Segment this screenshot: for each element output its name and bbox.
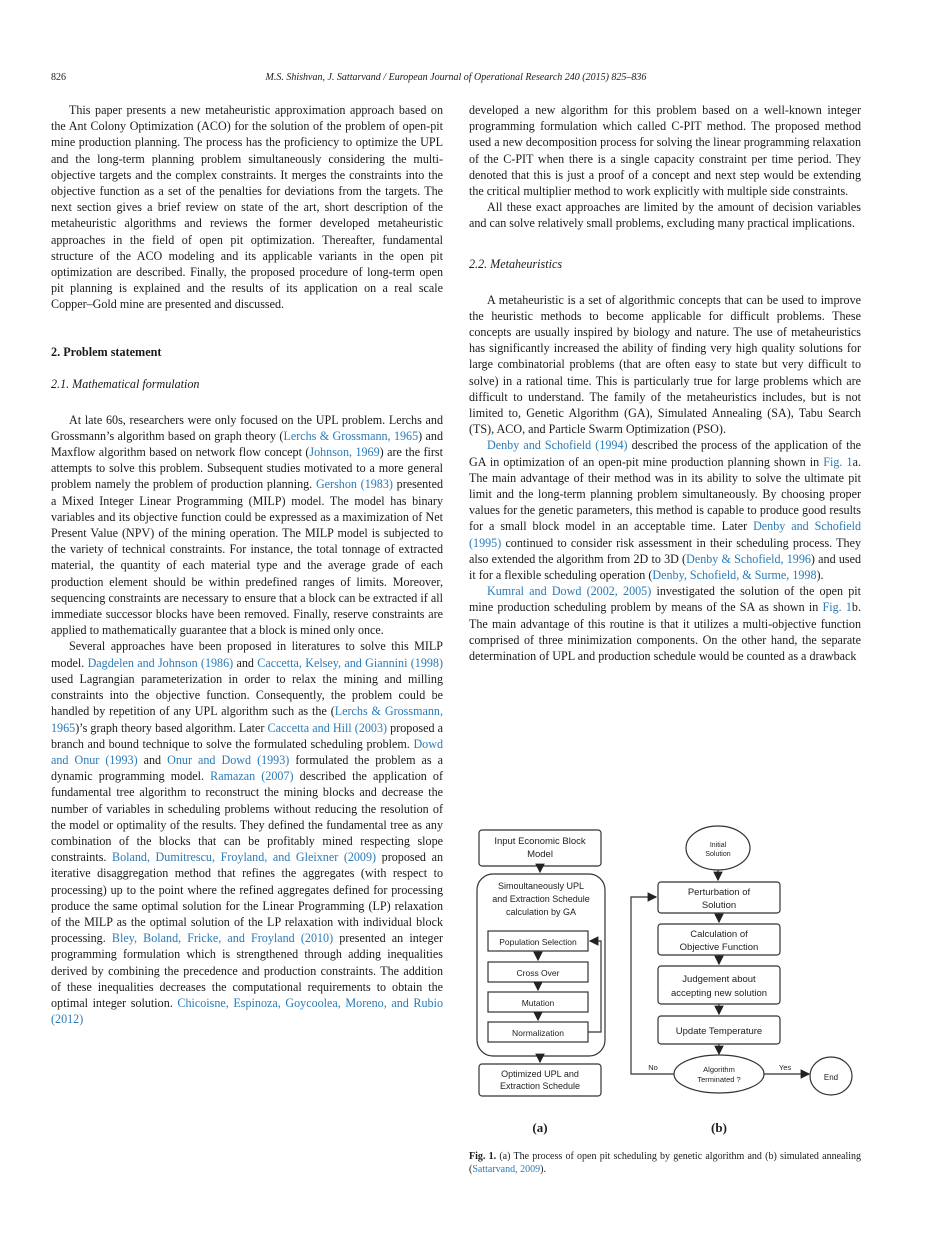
citation-link[interactable]: Lerchs & Grossmann, 1965 bbox=[283, 428, 419, 443]
citation-link[interactable]: Caccetta and Hill (2003) bbox=[267, 720, 388, 735]
citation-link[interactable]: Sattarvand, 2009 bbox=[472, 1164, 541, 1175]
intro-paragraph: This paper presents a new metaheuristic approximation approach based on the Ant Colony Optimization (ACO) for the solution of the problem of open-pit mine production planning. The process has the proficiency to optimize the UPL and the long-term planning problem simultaneously considering the multi-objective targets and the complex constraints. It merges the constraints into the objective function as a set of the penalties for deviations from the targets. The next section gives a brief review on state of the art, short description of the metaheuristic algorithms and reviews the former developed metaheuristic approaches in the field of open pit optimization. Thereafter, fundamental structure of the ACO modeling and its applicable variants in the open pit optimization are described. Finally, the proposed procedure of long-term open pit planning is explained and the results of its application on a real scale Copper–Gold mine are presented and discussed. bbox=[51, 103, 443, 312]
paragraph-cpit: developed a new algorithm for this problem based on a well-known integer programming formulation which called C-PIT method. The proposed method used a new decomposition process for solving the linear programming relaxation of the C-PIT when there is a single capacity constraint per time period. They denoted that this is just a proof of a concept and next step would be extending the critical multiplier method to work explicitly with multiple side constraints. bbox=[469, 103, 861, 199]
right-column bbox=[469, 102, 861, 664]
citation-link[interactable]: Gershon (1983) bbox=[315, 477, 393, 492]
citation-link[interactable]: Dowd and Onur (1993) bbox=[51, 736, 443, 767]
citation-link[interactable]: Kumral and Dowd (2002, 2005) bbox=[487, 584, 652, 599]
left-column bbox=[51, 102, 443, 1027]
page-number: 826 bbox=[51, 72, 66, 83]
paragraph-milp-approaches: Several approaches have been proposed in literatures to solve this MILP model. Dagdelen and Johnson (1986) and Caccetta, Kelsey, and Giannini (1998) used Lagrangian parameterization in order to relax the mining and milling constraints into the objective function. Consequently, the problem could be handled by repetition of any UPL algorithm such as the (Lerchs & Grossmann, 1965)’s graph theory based algorithm. Later Caccetta and Hill (2003) proposed a branch and bound technique to solve the formulated scheduling problem. Dowd and Onur (1993) and Onur and Dowd (1993) formulated the problem as a dynamic programming model. Ramazan (2007) described the application of fundamental tree algorithm to reconstruct the mining blocks and decrease the number of variables in scheduling problems without reducing the resolution of the model or optimality of the results. They defined the fundamental tree as any combination of the blocks that can be profitably mined respecting slope constraints. Boland, Dumitrescu, Froyland, and Gleixner (2009) proposed an iterative disaggregation method that refines the aggregates (with respect to processing) up to the point where the refined aggregates defined for processing produce the same optimal solution for the Linear Programming (LP) relaxation of the MILP as the optimal solution of the LP relaxation with individual block processing. Bley, Boland, Fricke, and Froyland (2010) presented an integer programming formulation which is strengthened through adding inequalities derived by combining the precedence and production constraints. The addition of these inequalities decreases the computational requirements to obtain the optimal integer solution. Chicoisne, Espinoza, Goycoolea, Moreno, and Rubio (2012) bbox=[51, 639, 444, 1027]
input-label-line1: Input Economic Block bbox=[494, 836, 586, 847]
terminated-label-line2: Terminated ? bbox=[697, 1075, 741, 1084]
panel-a-label: (a) bbox=[532, 1120, 548, 1135]
citation-link[interactable]: Ramazan (2007) bbox=[210, 769, 294, 784]
calc-label-line1: Calculation of bbox=[690, 929, 748, 940]
terminated-label-line1: Algorithm bbox=[703, 1065, 735, 1074]
normalization-label: Normalization bbox=[512, 1028, 564, 1038]
citation-link[interactable]: Boland, Dumitrescu, Froyland, and Gleixner (2009) bbox=[112, 850, 377, 865]
subsection-title-mathematical: 2.1. Mathematical formulation bbox=[51, 376, 200, 391]
population-selection-label: Population Selection bbox=[499, 937, 577, 947]
page-header bbox=[51, 72, 861, 86]
section-title: 2. Problem statement bbox=[51, 344, 162, 359]
perturbation-label-line1: Perturbation of bbox=[687, 887, 751, 898]
terminated-decision-node bbox=[674, 1055, 764, 1093]
flowchart-diagram bbox=[469, 822, 861, 1140]
caption-label: Fig. 1. bbox=[469, 1151, 497, 1162]
judgement-label-line2: accepting new solution bbox=[670, 988, 768, 999]
citation-link[interactable]: Caccetta, Kelsey, and Giannini (1998) bbox=[257, 655, 443, 670]
end-label: End bbox=[823, 1073, 839, 1082]
citation-link[interactable]: Denby and Schofield (1995) bbox=[469, 519, 861, 550]
paragraph-metaheuristic-def: A metaheuristic is a set of algorithmic concepts that can be used to improve the heuristic methods to become applicable for difficult problems. These concepts are usually inspired by biology and nature. The use of metaheuristics has significantly increased the ability of finding very high quality solutions for large combinatorial problems (that are often easy to state but very difficult to solve) in a rational time. This is particularly true for large problems which are difficult to understand. The family of the metaheuristics includes, but is not limited to, Genetic Algorithm (GA), Simulated Annealing (SA), Tabu Search (TS), ACO, and Particle Swarm Optimization (PSO). bbox=[469, 292, 861, 437]
citation-link[interactable]: Bley, Boland, Fricke, and Froyland (2010) bbox=[111, 931, 334, 946]
output-label-line1: Optimized UPL and bbox=[501, 1069, 579, 1079]
citation-link[interactable]: Denby and Schofield (1994) bbox=[487, 438, 628, 453]
mutation-label: Mutation bbox=[521, 998, 555, 1008]
citation-link[interactable]: Johnson, 1969 bbox=[309, 445, 380, 460]
citation-link[interactable]: Chicoisne, Espinoza, Goycoolea, Moreno, and Rubio (2012) bbox=[51, 995, 443, 1027]
subsection-title-metaheuristics: 2.2. Metaheuristics bbox=[469, 256, 563, 271]
no-label: No bbox=[648, 1063, 658, 1072]
output-label-line2: Extraction Schedule bbox=[499, 1081, 581, 1091]
group-label-line2: and Extraction Schedule bbox=[492, 894, 590, 904]
paragraph-upl-history: At late 60s, researchers were only focused on the UPL problem. Lerchs and Grossmann’s algorithm based on graph theory (Lerchs & Grossmann, 1965) and Maxflow algorithm based on network flow concept (Johnson, 1969) are the first attempts to solve this problem. Subsequent studies motivated to a more general problem namely the problem of production planning. Gershon (1983) presented a Mixed Integer Linear Programming (MILP) model. The model has binary variables and its objective function could be expressed as a maximization of Net Present Value (NPV) of the mining operation. The MILP model is subjected to the variety of technical constraints. For instance, the total tonnage of extracted material, the quantity of each material type and the average grade of each production element should be within predefined ranges of limits. Moreover, sequencing constraints are necessary to ensure that a block can be extracted if all immediate successor blocks have been removed. Finally, reserve constraints are applied to mathematically guarantee that a block is mined only once. bbox=[51, 412, 443, 638]
perturbation-label-line2: Solution bbox=[701, 900, 737, 911]
update-temperature-label: Update Temperature bbox=[675, 1026, 763, 1037]
citation-link[interactable]: Onur and Dowd (1993) bbox=[167, 752, 290, 767]
initial-label-line2: Solution bbox=[705, 851, 731, 858]
yes-label: Yes bbox=[778, 1063, 792, 1072]
group-label-line1: Simoultaneously UPL bbox=[497, 881, 585, 891]
citation-link[interactable]: Denby, Schofield, & Surme, 1998 bbox=[652, 568, 817, 583]
citation-link[interactable]: Lerchs & Grossmann, 1965 bbox=[51, 704, 443, 735]
calc-label-line2: Objective Function bbox=[679, 942, 759, 953]
figure-link[interactable]: Fig. 1 bbox=[823, 454, 853, 469]
initial-label-line1: Initial bbox=[709, 842, 727, 849]
judgement-label-line1: Judgement about bbox=[682, 974, 756, 985]
figure-1 bbox=[469, 822, 861, 1140]
citation-link[interactable]: Denby & Schofield, 1996 bbox=[686, 551, 811, 566]
figure-link[interactable]: Fig. 1 bbox=[822, 600, 852, 615]
figure-caption: Fig. 1. (a) The process of open pit scheduling by genetic algorithm and (b) simulated annealing (Sattarvand, 2009). bbox=[469, 1151, 862, 1175]
paragraph-kumral: Kumral and Dowd (2002, 2005) investigated the solution of the open pit mine production scheduling problem by means of the SA as shown in Fig. 1b. The main advantage of this routine is that it utilizes a multi-objective function comprised of three minimization components. On the other hand, the separate determination of UPL and production schedule would be counted as a drawback bbox=[469, 584, 861, 664]
running-title: M.S. Shishvan, J. Sattarvand / European Journal of Operational Research 240 (2015) 825–836 bbox=[265, 72, 647, 83]
input-label-line2: Model bbox=[527, 849, 553, 860]
paragraph-denby: Denby and Schofield (1994) described the process of the application of the GA in optimization of an open-pit mine production planning shown in Fig. 1a. The main advantage of their method was in its ability to solve the ultimate pit limit and the long-term planning problem simultaneously. By choosing proper values for the genetic parameters, this method is capable to produce good results for a small block model in an acceptable time. Later Denby and Schofield (1995) continued to consider risk assessment in their scheduling process. They also extended the algorithm from 2D to 3D (Denby & Schofield, 1996) and used it for a flexible scheduling operation (Denby, Schofield, & Surme, 1998). bbox=[469, 438, 861, 583]
paragraph-exact-limits: All these exact approaches are limited by the amount of decision variables and can solve relatively small problems, excluding many practical implications. bbox=[469, 200, 861, 231]
group-label-line3: calculation by GA bbox=[505, 907, 577, 917]
panel-b-label: (b) bbox=[711, 1120, 727, 1135]
cross-over-label: Cross Over bbox=[516, 968, 560, 978]
citation-link[interactable]: Dagdelen and Johnson (1986) bbox=[87, 655, 234, 670]
